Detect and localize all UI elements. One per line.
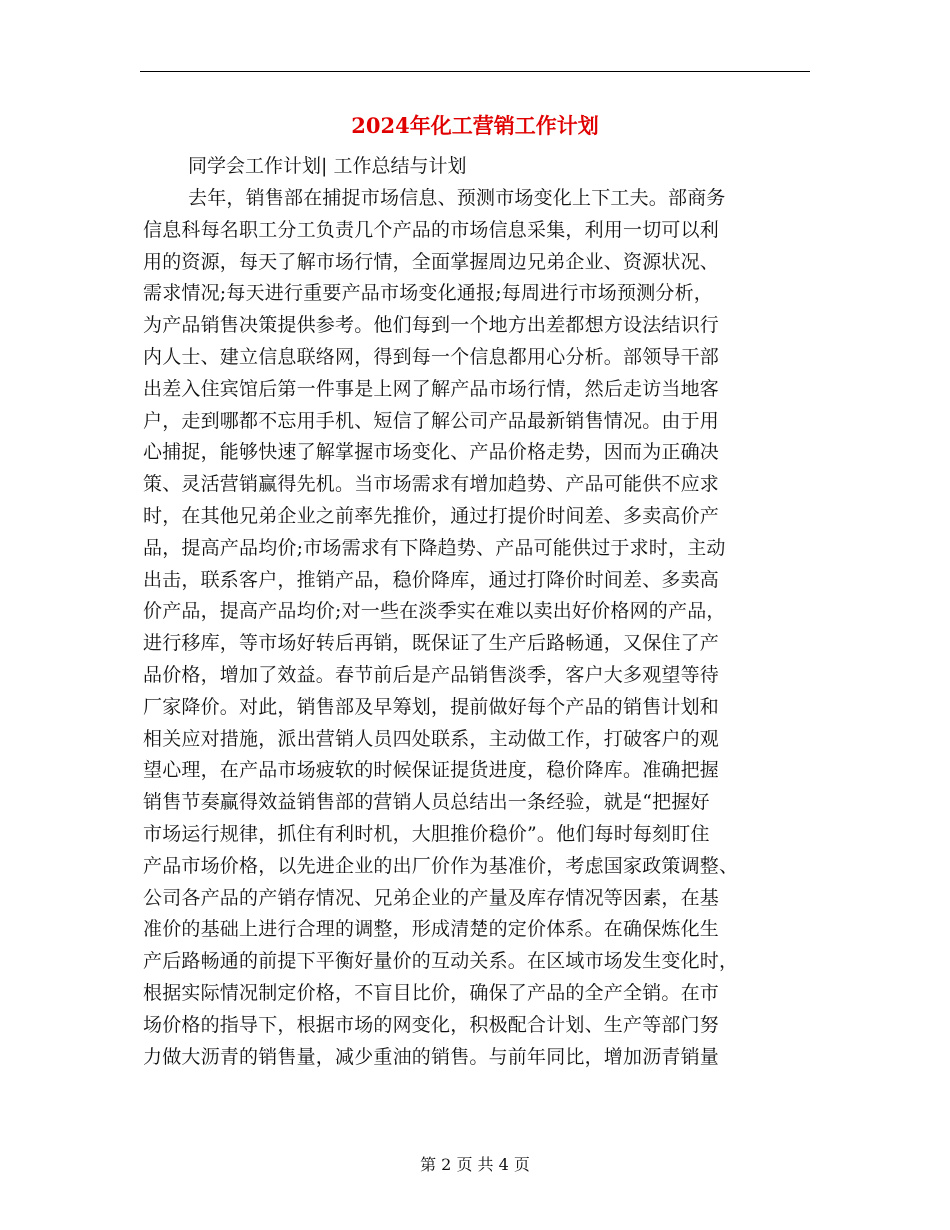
body-line: 出击，联系客户，推销产品，稳价降库，通过打降价时间差、多卖高	[143, 568, 720, 591]
body-line: 品价格，增加了效益。春节前后是产品销售淡季，客户大多观望等待	[143, 663, 720, 686]
body-line: 进行移库，等市场好转后再销，既保证了生产后路畅通，又保住了产	[143, 632, 720, 655]
body-line: 望心理，在产品市场疲软的时候保证提货进度，稳价降库。准确把握	[143, 759, 720, 782]
document-title: 2024年化工营销工作计划	[351, 113, 599, 138]
body-line: 需求情况;每天进行重要产品市场变化通报;每周进行市场预测分析，	[143, 282, 714, 305]
body-line: 户，走到哪都不忘用手机、短信了解公司产品最新销售情况。由于用	[143, 409, 720, 432]
body-line: 市场运行规律，抓住有利时机，大胆推价稳价”。他们每时每刻盯住	[143, 822, 710, 845]
body-line: 心捕捉，能够快速了解掌握市场变化、产品价格走势，因而为正确决	[143, 441, 720, 464]
body-line: 为产品销售决策提供参考。他们每到一个地方出差都想方设法结识行	[143, 314, 720, 337]
body-line: 出差入住宾馆后第一件事是上网了解产品市场行情，然后走访当地客	[143, 377, 720, 400]
body-line: 去年，销售部在捕捉市场信息、预测市场变化上下工夫。部商务	[188, 187, 726, 209]
document-body	[143, 183, 813, 1073]
body-line: 用的资源，每天了解市场行情，全面掌握周边兄弟企业、资源状况、	[143, 250, 720, 273]
document-subtitle: 同学会工作计划| 工作总结与计划	[188, 155, 467, 177]
body-line: 内人士、建立信息联络网，得到每一个信息都用心分析。部领导干部	[143, 345, 720, 368]
page-indicator: 第 2 页 共 4 页	[420, 1155, 530, 1174]
body-line: 销售节奏赢得效益销售部的营销人员总结出一条经验，就是“把握好	[143, 791, 710, 814]
body-line: 时，在其他兄弟企业之前率先推价，通过打提价时间差、多卖高价产	[143, 504, 720, 527]
body-line: 准价的基础上进行合理的调整，形成清楚的定价体系。在确保炼化生	[143, 918, 720, 941]
body-line: 产品市场价格，以先进企业的出厂价作为基准价，考虑国家政策调整、	[143, 854, 739, 877]
body-line: 公司各产品的产销存情况、兄弟企业的产量及库存情况等因素，在基	[143, 886, 720, 909]
body-line: 产后路畅通的前提下平衡好量价的互动关系。在区域市场发生变化时，	[143, 950, 739, 973]
body-line: 力做大沥青的销售量，减少重油的销售。与前年同比，增加沥青销量	[143, 1045, 720, 1068]
body-line: 品，提高产品均价;市场需求有下降趋势、产品可能供过于求时，主动	[143, 536, 726, 559]
body-line: 策、灵活营销赢得先机。当市场需求有增加趋势、产品可能供不应求	[143, 473, 720, 496]
body-line: 根据实际情况制定价格，不盲目比价，确保了产品的全产全销。在市	[143, 981, 720, 1004]
body-line: 信息科每名职工分工负责几个产品的市场信息采集，利用一切可以利	[143, 218, 720, 241]
body-line: 厂家降价。对此，销售部及早筹划，提前做好每个产品的销售计划和	[143, 695, 720, 718]
body-line: 场价格的指导下，根据市场的网变化，积极配合计划、生产等部门努	[143, 1013, 720, 1036]
body-line: 价产品，提高产品均价;对一些在淡季实在难以卖出好价格网的产品，	[143, 600, 726, 623]
header-rule	[140, 71, 810, 72]
body-line: 相关应对措施，派出营销人员四处联系，主动做工作，打破客户的观	[143, 727, 720, 750]
